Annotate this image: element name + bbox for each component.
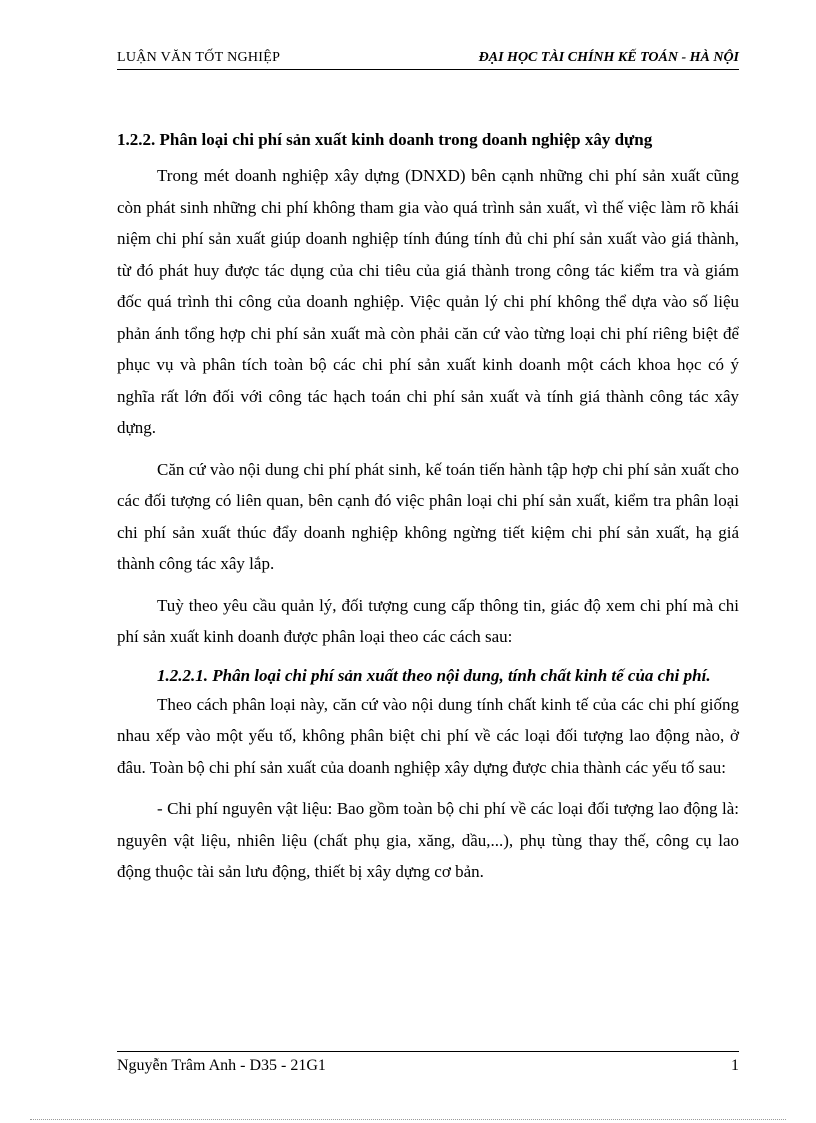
- page-footer: [117, 1055, 739, 1077]
- subsection-heading: 1.2.2.1. Phân loại chi phí sản xuất theo nội dung, tính chất kinh tế của chi phí.: [157, 665, 711, 685]
- document-body: [117, 128, 739, 888]
- paragraph-1: Trong mét doanh nghiệp xây dựng (DNXD) bên cạnh những chi phí sản xuất cũng còn phát sinh những chi phí không tham gia vào quá trình sản xuất, vì thế việc làm rõ khái niệm chi phí sản xuất giúp doanh nghiệp tính đúng tính đủ chi phí sản xuất vào giá thành, từ đó phát huy được tác dụng của chi tiêu của giá thành trong công tác kiểm tra và giám đốc quá trình thi công của doanh nghiệp. Việc quản lý chi phí không thể dựa vào số liệu phản ánh tổng hợp chi phí sản xuất mà còn phải căn cứ vào từng loại chi phí riêng biệt để phục vụ và phân tích toàn bộ các chi phí sản xuất kinh doanh một cách khoa học có ý nghĩa rất lớn đối với công tác hạch toán chi phí sản xuất và tính giá thành công tác xây dựng.: [117, 166, 739, 437]
- footer-author: Nguyễn Trâm Anh - D35 - 21G1: [117, 1057, 326, 1074]
- page-number: 1: [731, 1057, 739, 1074]
- paragraph-2: Căn cứ vào nội dung chi phí phát sinh, kế toán tiến hành tập hợp chi phí sản xuất cho các đối tượng có liên quan, bên cạnh đó việc phân loại chi phí sản xuất, kiểm tra phân loại chi phí sản xuất thúc đẩy doanh nghiệp không ngừng tiết kiệm chi phí sản xuất, hạ giá thành công tác xây lắp.: [117, 459, 739, 573]
- header-divider: [117, 69, 739, 70]
- footer-divider: [117, 1051, 739, 1052]
- page-edge-divider: [30, 1119, 786, 1120]
- header-university-label: ĐẠI HỌC TÀI CHÍNH KẾ TOÁN - HÀ NỘI: [478, 50, 739, 65]
- page-header: [117, 48, 739, 68]
- section-heading: 1.2.2. Phân loại chi phí sản xuất kinh doanh trong doanh nghiệp xây dựng: [117, 130, 653, 149]
- paragraph-5: - Chi phí nguyên vật liệu: Bao gồm toàn bộ chi phí về các loại đối tượng lao động là: nguyên vật liệu, nhiên liệu (chất phụ gia, xăng, dầu,...), phụ tùng thay thế, công cụ lao động thuộc tài sản lưu động, thiết bị xây dựng cơ bản.: [117, 799, 739, 881]
- paragraph-4: Theo cách phân loại này, căn cứ vào nội dung tính chất kinh tế của các chi phí giống nhau xếp vào một yếu tố, không phân biệt chi phí về các loại đối tượng lao động nào, ở đâu. Toàn bộ chi phí sản xuất của doanh nghiệp xây dựng được chia thành các yếu tố sau:: [117, 694, 739, 777]
- header-thesis-label: LUẬN VĂN TỐT NGHIỆP: [117, 50, 281, 65]
- paragraph-3: Tuỳ theo yêu cầu quản lý, đối tượng cung cấp thông tin, giác độ xem chi phí mà chi phí sản xuất kinh doanh được phân loại theo các cách sau:: [117, 595, 739, 646]
